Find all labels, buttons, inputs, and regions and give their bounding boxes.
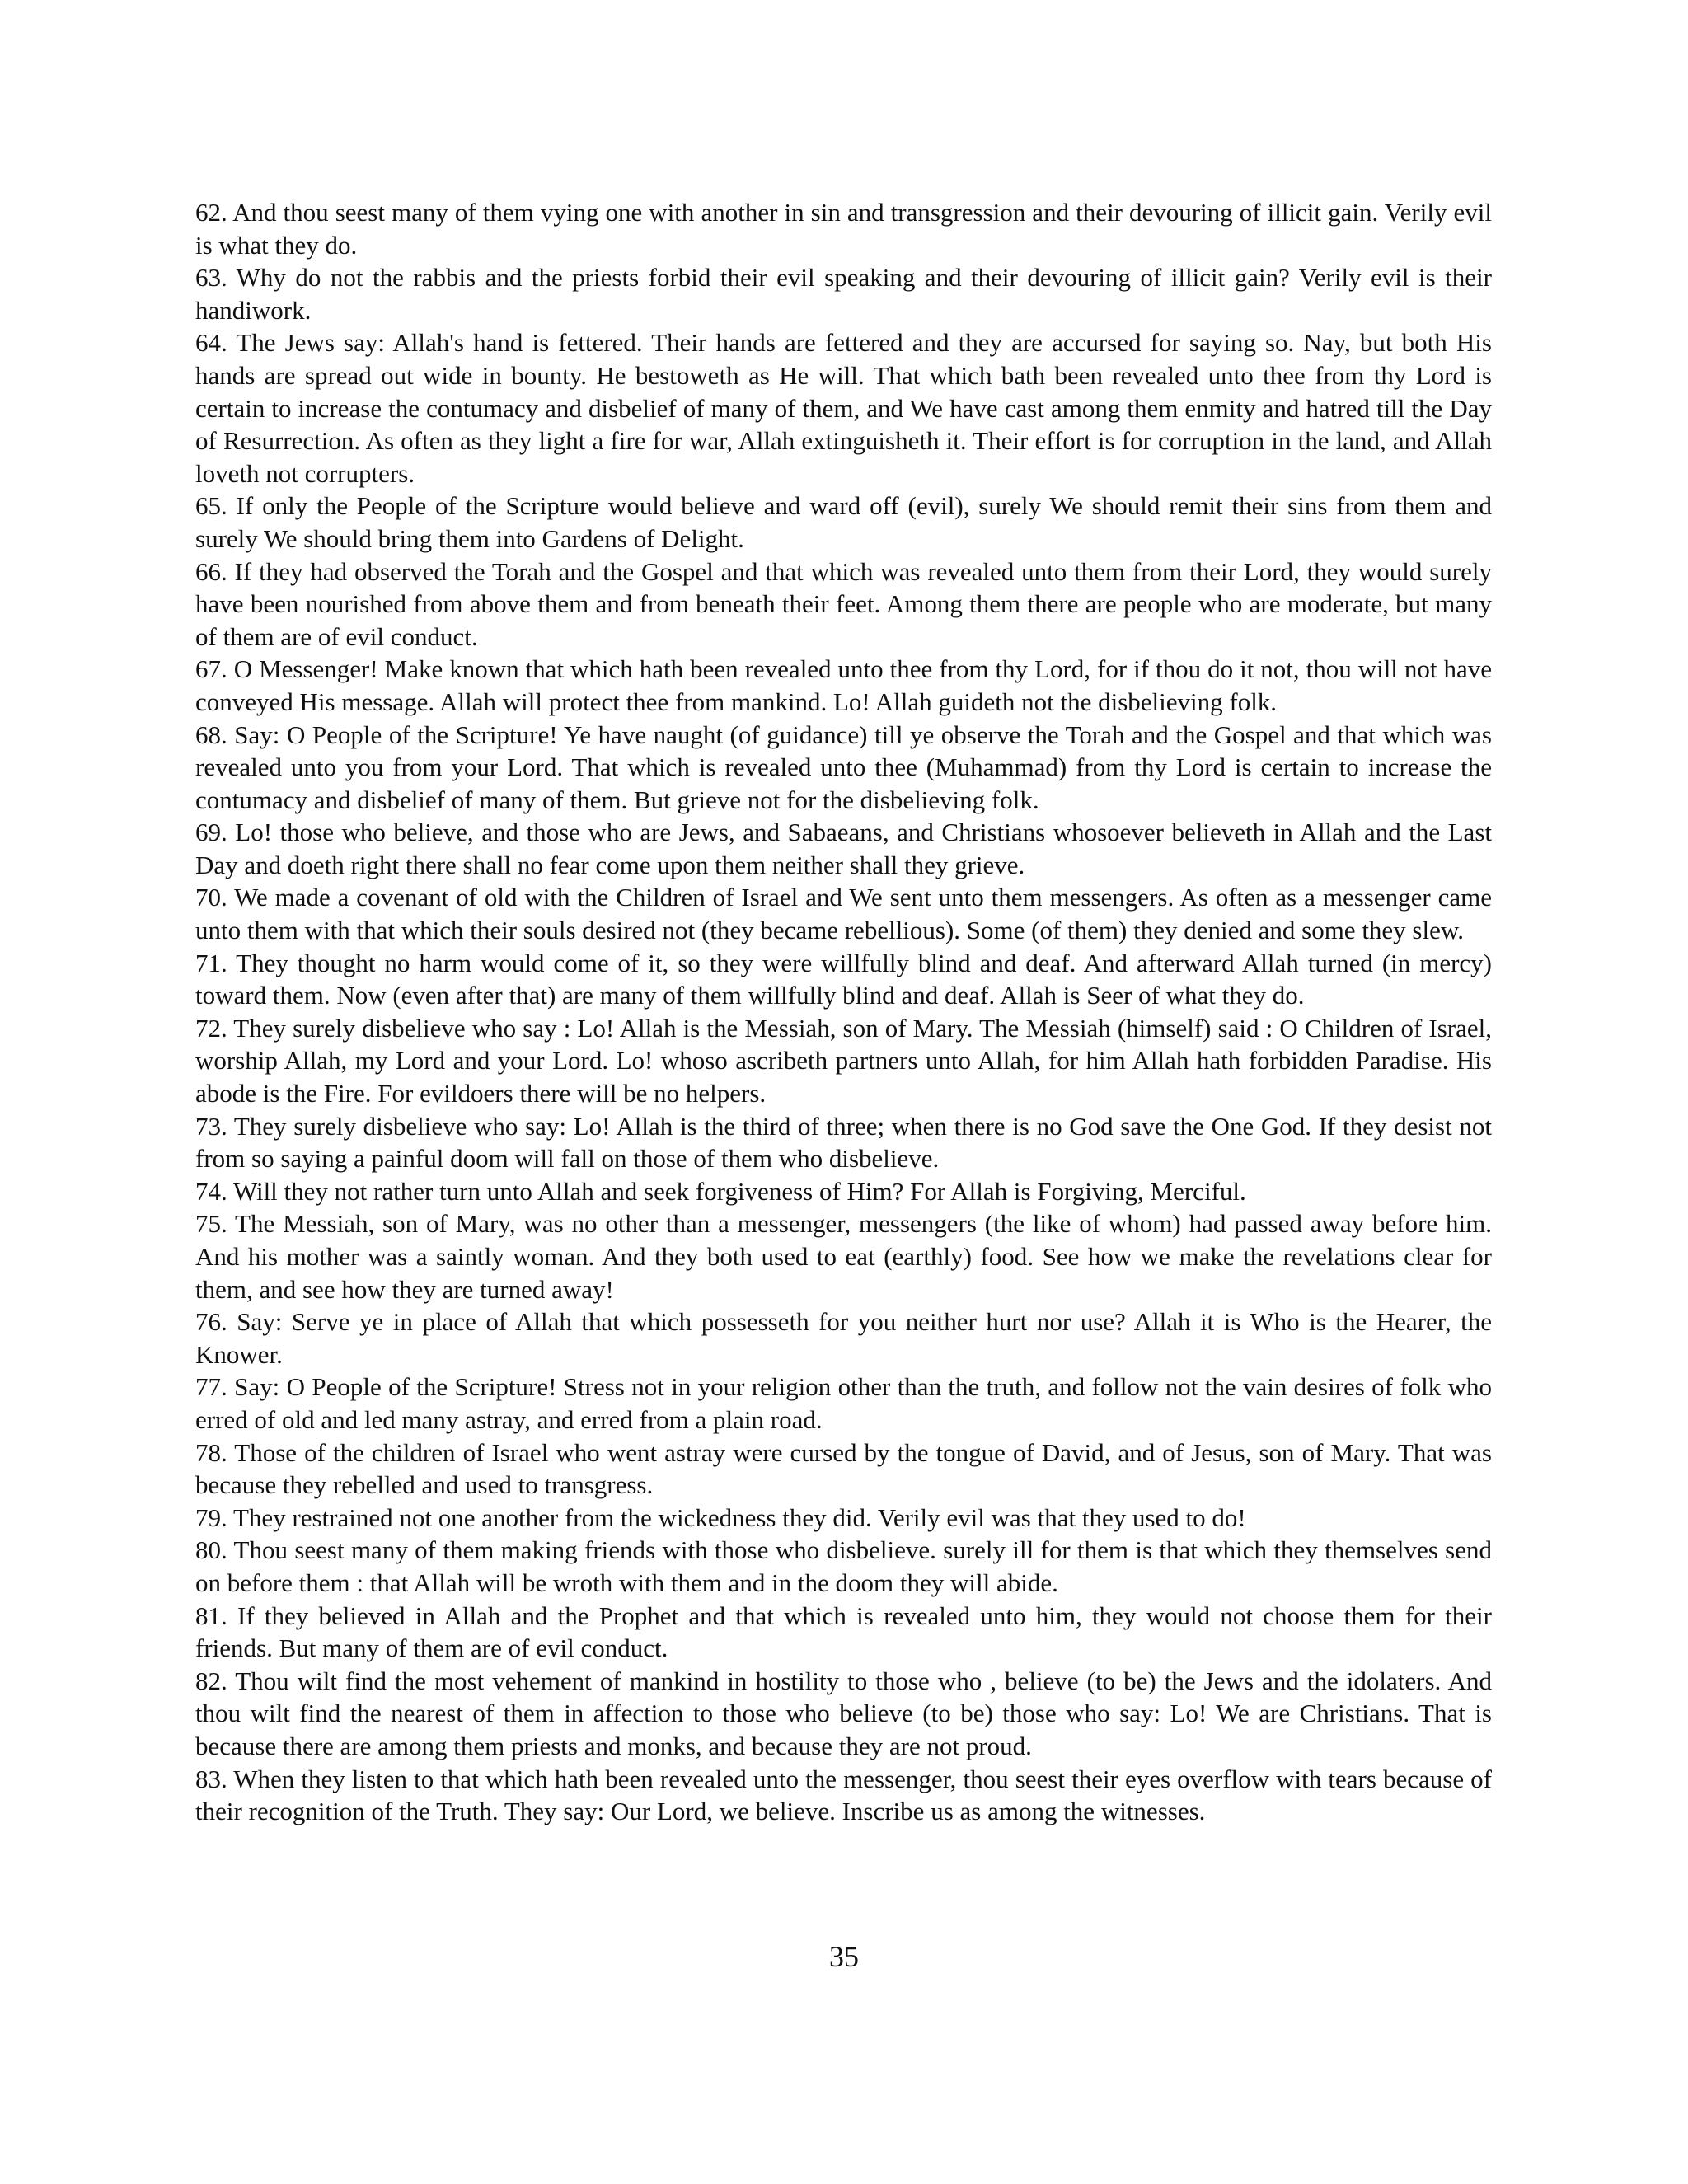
verse-68: 68. Say: O People of the Scripture! Ye have naught (of guidance) till ye observe the Torah and the Gospel and that which was revealed unto you from your Lord. That which is revealed unto thee (Muhammad) from thy Lord is certain to increase the contumacy and disbelief of many of them. But grieve not for the disbelieving folk.: [195, 719, 1492, 814]
verse-62: 62. And thou seest many of them vying one with another in sin and transgression and their devouring of illicit gain. Verily evil is what they do.: [195, 198, 1492, 260]
verse-82: 82. Thou wilt find the most vehement of mankind in hostility to those who , believe (to be) the Jews and the idolaters. And thou wilt find the nearest of them in affection to those who believe (to be) those who say: Lo! We are Christians. That is because there are among them priests and monks, and because they are not proud.: [195, 1666, 1492, 1760]
verse-text-block: [195, 196, 1492, 1828]
verse-83: 83. When they listen to that which hath been revealed unto the messenger, thou seest their eyes overflow with tears because of their recognition of the Truth. They say: Our Lord, we believe. Inscribe us as among the witnesses.: [195, 1764, 1492, 1826]
verse-81: 81. If they believed in Allah and the Prophet and that which is revealed unto him, they would not choose them for their friends. But many of them are of evil conduct.: [195, 1601, 1492, 1663]
verse-80: 80. Thou seest many of them making friends with those who disbelieve. surely ill for them is that which they themselves send on before them : that Allah will be wroth with them and in the doom they will abide.: [195, 1535, 1492, 1597]
verse-63: 63. Why do not the rabbis and the priests forbid their evil speaking and their devouring of illicit gain? Verily evil is their handiwork.: [195, 263, 1492, 325]
page-number: 35: [829, 1940, 859, 1973]
verse-71: 71. They thought no harm would come of it, so they were willfully blind and deaf. And afterward Allah turned (in mercy) toward them. Now (even after that) are many of them willfully blind and deaf. Allah is Seer of what they do.: [195, 948, 1492, 1010]
verse-70: 70. We made a covenant of old with the Children of Israel and We sent unto them messengers. As often as a messenger came unto them with that which their souls desired not (they became rebellious). Some (of them) they denied and some they slew.: [195, 883, 1492, 945]
verse-69: 69. Lo! those who believe, and those who are Jews, and Sabaeans, and Christians whosoever believeth in Allah and the Last Day and doeth right there shall no fear come upon them neither shall they grieve.: [195, 818, 1492, 879]
verse-76: 76. Say: Serve ye in place of Allah that which possesseth for you neither hurt nor use? Allah it is Who is the Hearer, the Knower.: [195, 1307, 1492, 1369]
verse-77: 77. Say: O People of the Scripture! Stress not in your religion other than the truth, and follow not the vain desires of folk who erred of old and led many astray, and erred from a plain road.: [195, 1372, 1492, 1434]
verse-72: 72. They surely disbelieve who say : Lo! Allah is the Messiah, son of Mary. The Messiah (himself) said : O Children of Israel, worship Allah, my Lord and your Lord. Lo! whoso ascribeth partners unto Allah, for him Allah hath forbidden Paradise. His abode is the Fire. For evildoers there will be no helpers.: [195, 1013, 1492, 1108]
verse-67: 67. O Messenger! Make known that which hath been revealed unto thee from thy Lord, for if thou do it not, thou will not have conveyed His message. Allah will protect thee from mankind. Lo! Allah guideth not the disbelieving folk.: [195, 654, 1492, 716]
verse-75: 75. The Messiah, son of Mary, was no other than a messenger, messengers (the like of whom) had passed away before him. And his mother was a saintly woman. And they both used to eat (earthly) food. See how we make the revelations clear for them, and see how they are turned away!: [195, 1209, 1492, 1304]
verse-74: 74. Will they not rather turn unto Allah and seek forgiveness of Him? For Allah is Forgiving, Merciful.: [195, 1176, 1246, 1206]
verse-66: 66. If they had observed the Torah and the Gospel and that which was revealed unto them from their Lord, they would surely have been nourished from above them and from beneath their feet. Among them there are people who are moderate, but many of them are of evil conduct.: [195, 556, 1492, 651]
verse-79: 79. They restrained not one another from the wickedness they did. Verily evil was that they used to do!: [195, 1502, 1246, 1532]
verse-64: 64. The Jews say: Allah's hand is fettered. Their hands are fettered and they are accursed for saying so. Nay, but both His hands are spread out wide in bounty. He bestoweth as He will. That which bath been revealed unto thee from thy Lord is certain to increase the contumacy and disbelief of many of them, and We have cast among them enmity and hatred till the Day of Resurrection. As often as they light a fire for war, Allah extinguisheth it. Their effort is for corruption in the land, and Allah loveth not corrupters.: [195, 328, 1492, 488]
verse-73: 73. They surely disbelieve who say: Lo! Allah is the third of three; when there is no God save the One God. If they desist not from so saying a painful doom will fall on those of them who disbelieve.: [195, 1111, 1492, 1174]
verse-65: 65. If only the People of the Scripture would believe and ward off (evil), surely We should remit their sins from them and surely We should bring them into Gardens of Delight.: [195, 491, 1492, 553]
verse-78: 78. Those of the children of Israel who went astray were cursed by the tongue of David, and of Jesus, son of Mary. That was because they rebelled and used to transgress.: [195, 1437, 1492, 1500]
